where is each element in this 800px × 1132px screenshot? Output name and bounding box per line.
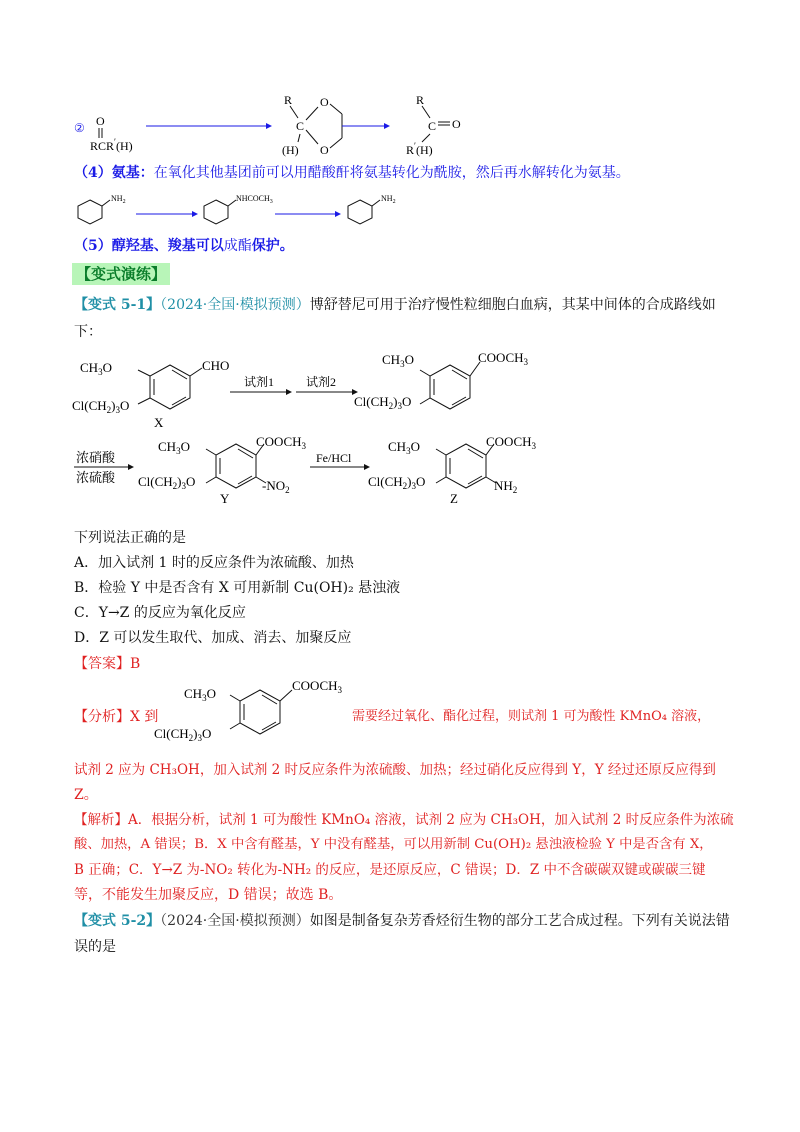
ester-cl-chain: $Cl(CH_2)_3O$ <box>354 394 412 411</box>
section-header: 【变式演练】 <box>72 263 170 285</box>
analysis-cooch3: $COOCH_3$ <box>292 678 343 695</box>
z-cooch3: $COOCH_3$ <box>486 434 537 451</box>
product-r-prime: R′(H) <box>406 141 433 157</box>
x-ch3o: $CH_3O$ <box>80 360 112 377</box>
y-ch3o: $CH_3O$ <box>158 439 190 456</box>
item5-line <box>74 236 294 256</box>
amino-protection-scheme <box>70 186 470 226</box>
product-nh2: $NH_2$ <box>381 194 396 205</box>
q2-stem-line2: 误的是 <box>74 939 116 955</box>
analysis-line2: 试剂 2 应为 CH₃OH，加入试剂 2 时反应条件为浓硫酸、加热；经过硝化反应得到 Y，Y 经过还原反应得到 <box>74 762 716 778</box>
reagent-hno3: 浓硝酸 <box>76 450 116 465</box>
analysis-line1-right: 需要经过氧化、酯化过程，则试剂 1 可为酸性 KMnO₄ 溶液， <box>352 709 711 724</box>
analysis-cl-chain: $Cl(CH_2)_3O$ <box>154 726 212 743</box>
analysis-x: X 到 <box>130 709 159 725</box>
answer-value: B <box>130 656 141 672</box>
explain-tag: 【解析】 <box>74 812 128 828</box>
explain-line3: B 正确；C．Y→Z 为-NO₂ 转化为-NH₂ 的反应，是还原反应，C 错误；D．Z 中不含碳碳双键或碳碳三键 <box>74 862 706 878</box>
x-cl-chain: $Cl(CH_2)_3O$ <box>72 398 130 415</box>
reagent-1: 试剂1 <box>244 375 275 389</box>
protection-scheme-ketone <box>70 92 490 160</box>
q1-answer-line <box>74 654 140 674</box>
analysis-structure-svg <box>150 676 360 746</box>
q1-stem1: 博舒替尼可用于治疗慢性粒细胞白血病，其某中间体的合成路线如 <box>309 297 716 313</box>
ketal-o2: O <box>320 143 329 157</box>
analysis-structure <box>150 676 360 746</box>
analysis-tag: 【分析】 <box>74 709 130 725</box>
item5-label: （5）醇羟基、羧基可以 <box>74 238 224 254</box>
x-cho: CHO <box>202 358 230 373</box>
explain-text-1: A．根据分析，试剂 1 可为酸性 KMnO₄ 溶液，试剂 2 应为 CH₃OH，加入试剂 2 时反应条件为浓硫 <box>128 812 734 828</box>
item-marker: ② <box>74 121 85 135</box>
z-cl-chain: $Cl(CH_2)_3O$ <box>368 474 426 491</box>
ketone-base-label: RCR′(H) <box>90 137 133 153</box>
synthesis-scheme-svg <box>70 350 590 510</box>
q2-stem-line1 <box>74 911 730 931</box>
q1-option-a[interactable]: A．加入试剂 1 时的反应条件为浓硫酸、加热 <box>74 555 354 571</box>
item4-text: 在氧化其他基团前可以用醋酸酐将氨基转化为酰胺，然后再水解转化为氨基。 <box>153 165 630 181</box>
compound-ester <box>354 350 529 411</box>
label-z: Z <box>450 491 458 506</box>
explain-line4: 等，不能发生加聚反应，D 错误；故选 B。 <box>74 887 343 903</box>
y-cooch3: $COOCH_3$ <box>256 434 307 451</box>
ketal-r: R <box>284 93 293 107</box>
explain-line2: 酸、加热，A 错误；B．X 中含有醛基，Y 中没有醛基，可以用新制 Cu(OH)₂ 悬浊液检验 Y 中是否含有 X， <box>74 837 713 852</box>
q1-option-c[interactable]: C．Y→Z 的反应为氧化反应 <box>74 605 246 621</box>
label-y: Y <box>220 491 230 506</box>
ketal-o1: O <box>320 95 329 109</box>
y-cl-chain: $Cl(CH_2)_3O$ <box>138 474 196 491</box>
q1-question: 下列说法正确的是 <box>74 530 186 546</box>
ketone-scheme-svg <box>70 92 490 160</box>
ester-ch3o: $CH_3O$ <box>382 352 414 369</box>
ketal-c: C <box>296 119 305 133</box>
analysis-line3: Z。 <box>74 787 98 803</box>
product-o: O <box>452 117 461 131</box>
q2-stem1: 如图是制备复杂芳香烃衍生物的部分工艺合成过程。下列有关说法错 <box>309 913 730 929</box>
q2-tag: 【变式 5-2】 <box>74 913 161 929</box>
q1-tag: 【变式 5-1】 <box>74 297 161 313</box>
item5-end: 保护。 <box>251 238 294 254</box>
label-x: X <box>154 415 164 430</box>
q2-source: （2024·全国·模拟预测） <box>160 913 310 929</box>
analysis-line1-left <box>74 707 158 727</box>
q1-source: （2024·全国·模拟预测） <box>160 297 310 313</box>
answer-tag: 【答案】 <box>74 656 130 672</box>
ester-cooch3: $COOCH_3$ <box>478 350 529 367</box>
q1-stem-line1 <box>74 295 716 315</box>
ketone-oxygen: O <box>96 114 105 128</box>
item4-label: （4）氨基： <box>74 165 154 181</box>
q1-option-d[interactable]: D．Z 可以发生取代、加成、消去、加聚反应 <box>74 630 352 646</box>
amino-scheme-svg <box>70 186 470 226</box>
item5-mid: 成酯 <box>223 238 252 254</box>
aniline-nh2: $NH_2$ <box>111 194 126 205</box>
compound-z <box>368 434 537 506</box>
product-r: R <box>416 93 425 107</box>
y-no2: $-NO_2$ <box>262 478 290 495</box>
reagent-fe-hcl: Fe/HCl <box>316 451 352 465</box>
synthesis-scheme <box>70 350 590 510</box>
z-nh2: $NH_2$ <box>494 478 518 495</box>
compound-y <box>138 434 307 506</box>
q1-stem-line2: 下： <box>74 324 102 340</box>
z-ch3o: $CH_3O$ <box>388 439 420 456</box>
explain-line1 <box>74 810 734 830</box>
q1-option-b[interactable]: B．检验 Y 中是否含有 X 可用新制 Cu(OH)₂ 悬浊液 <box>74 580 401 596</box>
compound-x <box>72 358 229 430</box>
reagent-h2so4: 浓硫酸 <box>76 470 116 485</box>
reagent-2: 试剂2 <box>306 375 337 389</box>
product-c: C <box>428 119 437 133</box>
ketal-h: (H) <box>282 143 299 157</box>
acetanilide-group: $NHCOCH_3$ <box>236 194 273 205</box>
item4-line <box>74 163 630 183</box>
analysis-ch3o: $CH_3O$ <box>184 686 216 703</box>
